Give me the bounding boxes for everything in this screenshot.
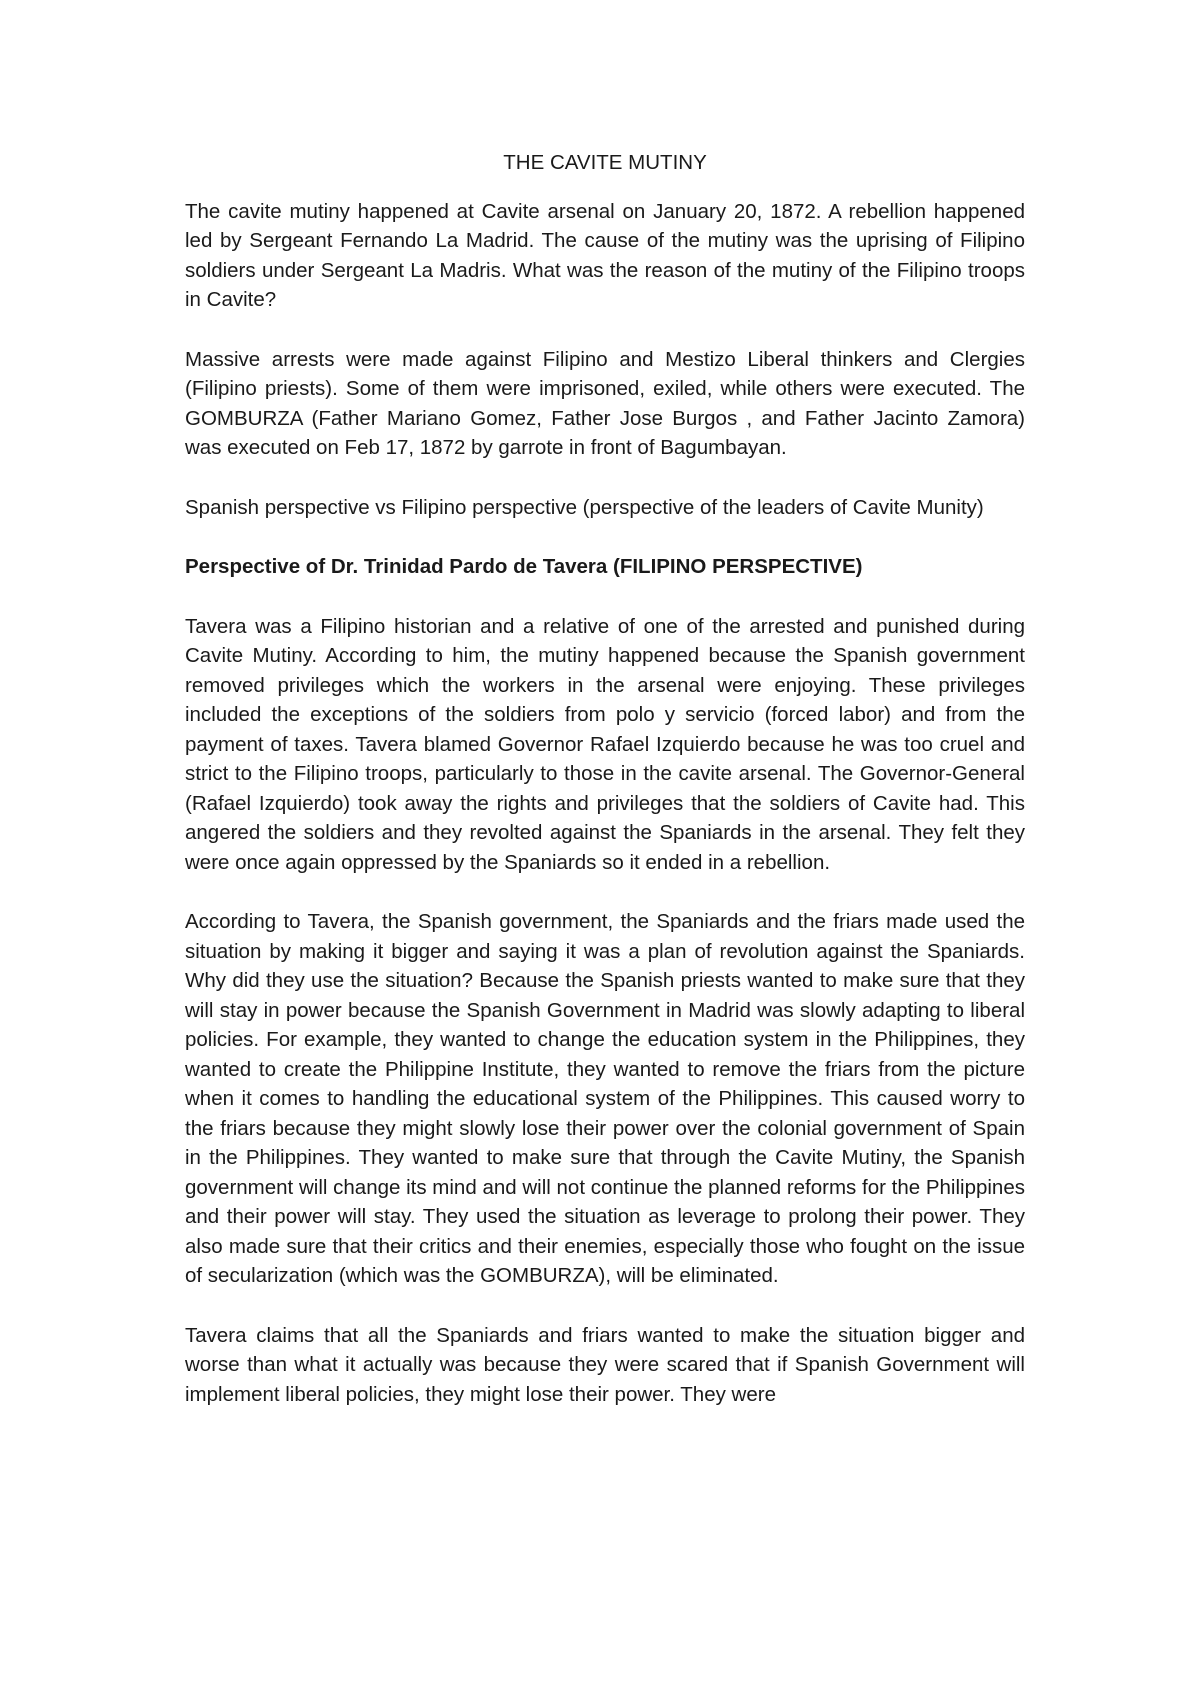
paragraph-perspectives: Spanish perspective vs Filipino perspective (perspective of the leaders of Cavite Munity) xyxy=(185,495,984,519)
paragraph-tavera-claims: Tavera claims that all the Spaniards and friars wanted to make the situation bigger and worse than what it actually was because they were scared that if Spanish Government will implement liberal policies, they might lose their power. They were xyxy=(185,1323,1025,1406)
document-body xyxy=(185,148,1025,1409)
paragraph-intro: The cavite mutiny happened at Cavite arsenal on January 20, 1872. A rebellion happened led by Sergeant Fernando La Madrid. The cause of the mutiny was the uprising of Filipino soldiers under Sergeant La Madris. What was the reason of the mutiny of the Filipino troops in Cavite? xyxy=(185,199,1025,311)
paragraph-arrests: Massive arrests were made against Filipino and Mestizo Liberal thinkers and Clergies (Filipino priests). Some of them were imprisoned, exiled, while others were executed. The GOMBURZA (Father Mariano Gomez, Father Jose Burgos , and Father Jacinto Zamora) was executed on Feb 17, 1872 by garrote in front of Bagumbayan. xyxy=(185,347,1025,459)
document-title: THE CAVITE MUTINY xyxy=(503,151,707,174)
paragraph-tavera-friars: According to Tavera, the Spanish government, the Spaniards and the friars made used the situation by making it bigger and saying it was a plan of revolution against the Spaniards. Why did they use the situation? Because the Spanish priests wanted to make sure that they will stay in power because the Spanish Government in Madrid was slowly adapting to liberal policies. For example, they wanted to change the education system in the Philippines, they wanted to create the Philippine Institute, they wanted to remove the friars from the picture when it comes to handling the educational system of the Philippines. This caused worry to the friars because they might slowly lose their power over the colonial government of Spain in the Philippines. They wanted to make sure that through the Cavite Mutiny, the Spanish government will change its mind and will not continue the planned reforms for the Philippines and their power will stay. They used the situation as leverage to prolong their power. They also made sure that their critics and their enemies, especially those who fought on the issue of secularization (which was the GOMBURZA), will be eliminated. xyxy=(185,910,1025,1287)
section-heading: Perspective of Dr. Trinidad Pardo de Tavera (FILIPINO PERSPECTIVE) xyxy=(185,555,863,578)
paragraph-tavera-background: Tavera was a Filipino historian and a relative of one of the arrested and punished during Cavite Mutiny. According to him, the mutiny happened because the Spanish government removed privileges which the workers in the arsenal were enjoying. These privileges included the exceptions of the soldiers from polo y servicio (forced labor) and from the payment of taxes. Tavera blamed Governor Rafael Izquierdo because he was too cruel and strict to the Filipino troops, particularly to those in the cavite arsenal. The Governor-General (Rafael Izquierdo) took away the rights and privileges that the soldiers of Cavite had. This angered the soldiers and they revolted against the Spaniards in the arsenal. They felt they were once again oppressed by the Spaniards so it ended in a rebellion. xyxy=(185,614,1025,874)
